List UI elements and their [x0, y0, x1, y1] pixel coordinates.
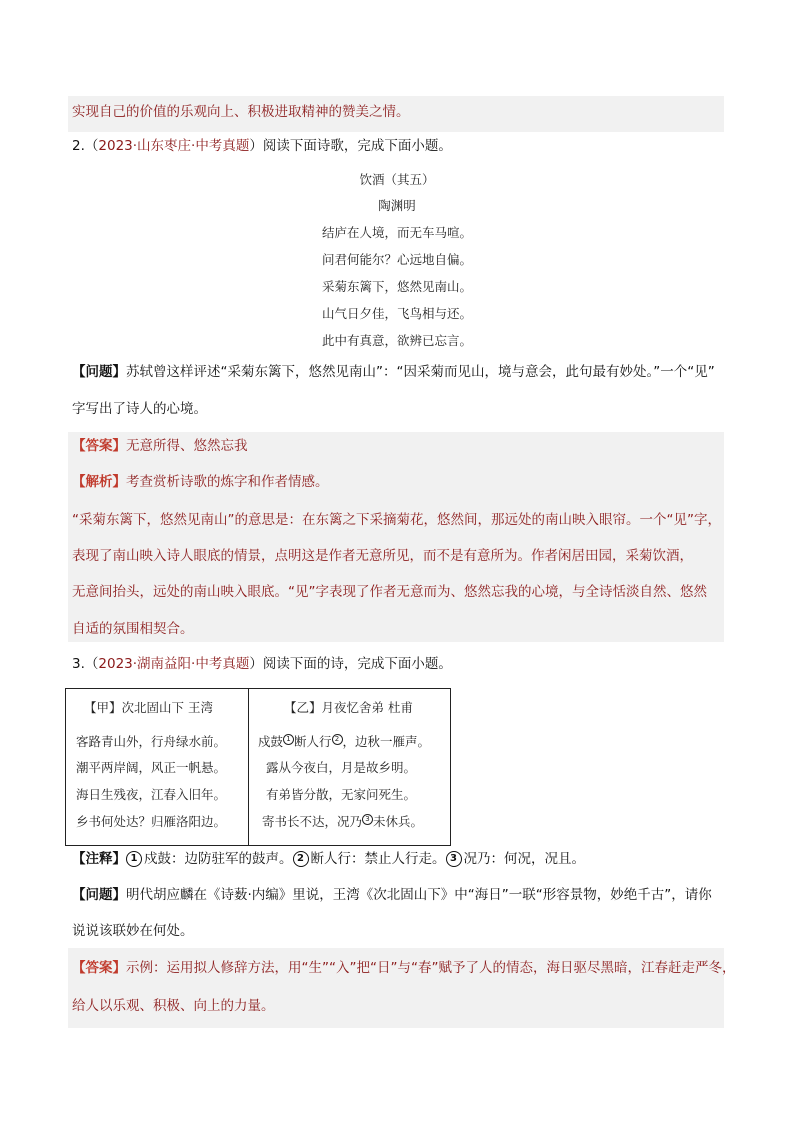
analysis-line: 表现了南山映入诗人眼底的情景，点明这是作者无意所见，而不是有意所为。作者闲居田园，采菊饮酒， — [72, 548, 693, 564]
table-divider — [248, 689, 249, 845]
q3-question: 【问题】明代胡应麟在《诗薮·内编》里说，王湾《次北固山下》中“海日”一联“形容景物，妙绝千古”，请你 — [72, 887, 712, 903]
q3-source: 2023·湖南益阳·中考真题 — [98, 656, 250, 672]
analysis-line: 自适的氛围相契合。 — [72, 621, 194, 637]
analysis-line: “采菊东篱下，悠然见南山”的意思是：在东篱之下采摘菊花，悠然间，那远处的南山映入眼帘。一个“见”字， — [72, 512, 721, 528]
question-tag: 【问题】 — [72, 887, 126, 903]
poem-a-line: 潮平两岸阔，风正一帆悬。 — [76, 760, 227, 775]
note-tag: 【注释】 — [72, 851, 126, 867]
poem-a-title: 【甲】次北固山下 王湾 — [84, 700, 213, 715]
poem-line: 问君何能尔？心远地自偏。 — [321, 252, 472, 267]
poem-b-line: 露从今夜白，月是故乡明。 — [266, 760, 417, 775]
analysis-line: 无意间抬头，远处的南山映入眼底。“见”字表现了作者无意而为、悠然忘我的心境，与全诗恬淡自然、悠然 — [72, 584, 707, 600]
poem-line: 结庐在人境，而无车马喧。 — [321, 225, 472, 240]
poem-line: 采菊东篱下，悠然见南山。 — [321, 279, 472, 294]
q2-answer: 【答案】无意所得、悠然忘我 — [72, 438, 248, 454]
q2-question: 【问题】苏轼曾这样评述“采菊东篱下，悠然见南山”：“因采菊而见山，境与意会，此句最有妙处。”一个“见” — [72, 364, 715, 380]
analysis-tag: 【解析】 — [72, 474, 126, 490]
poem-line: 山气日夕佳，飞鸟相与还。 — [321, 306, 472, 321]
q2-prompt: 阅读下面诗歌，完成下面小题。 — [262, 138, 452, 154]
q3-header: 3.（2023·湖南益阳·中考真题）阅读下面的诗，完成下面小题。 — [72, 656, 452, 672]
footnote-marker: 3 — [362, 814, 373, 825]
answer-highlight-q2 — [68, 432, 724, 642]
footnote-marker: 3 — [446, 851, 462, 867]
poem-a-line: 海日生残夜，江春入旧年。 — [76, 787, 227, 802]
q2-source: 2023·山东枣庄·中考真题 — [98, 138, 250, 154]
answer-tag: 【答案】 — [72, 438, 126, 454]
answer-tag: 【答案】 — [72, 960, 126, 976]
poem-a-line: 乡书何处达？归雁洛阳边。 — [76, 814, 227, 829]
poem-b-line: 戍鼓 1 断人行 2 ，边秋一雁声。 — [258, 734, 431, 749]
footnote-marker: 2 — [293, 851, 309, 867]
poem-author: 陶渊明 — [378, 198, 416, 213]
question-tag: 【问题】 — [72, 364, 126, 380]
q3-number: 3. — [72, 656, 85, 672]
poem-table — [65, 688, 451, 846]
poem-title: 饮酒（其五） — [359, 172, 435, 187]
q2-analysis: 【解析】考查赏析诗歌的炼字和作者情感。 — [72, 474, 329, 490]
q3-question-cont: 说说该联妙在何处。 — [72, 923, 194, 939]
poem-b-line: 寄书长不达，况乃 3 未休兵。 — [262, 814, 424, 829]
answer-continuation: 实现自己的价值的乐观向上、积极进取精神的赞美之情。 — [72, 104, 410, 120]
poem-b-title: 【乙】月夜忆舍弟 杜甫 — [284, 700, 413, 715]
footnote-marker: 2 — [332, 734, 343, 745]
q2-question-cont: 字写出了诗人的心境。 — [72, 401, 207, 417]
q3-answer: 【答案】示例：运用拟人修辞方法，用“生”“入”把“日”与“春”赋予了人的情态，海日驱尽黑暗，江春赶走严冬， — [72, 960, 736, 976]
poem-b-line: 有弟皆分散，无家问死生。 — [266, 787, 417, 802]
q2-number: 2. — [72, 138, 85, 154]
footnote-marker: 1 — [126, 851, 142, 867]
q2-header: 2.（2023·山东枣庄·中考真题）阅读下面诗歌，完成下面小题。 — [72, 138, 452, 154]
q3-prompt: 阅读下面的诗，完成下面小题。 — [262, 656, 452, 672]
poem-a-line: 客路青山外，行舟绿水前。 — [76, 734, 227, 749]
poem-line: 此中有真意，欲辨已忘言。 — [321, 333, 472, 348]
q3-notes: 【注释】 1 戍鼓：边防驻军的鼓声。 2 断人行：禁止人行走。 3 况乃：何况，况且。 — [72, 851, 585, 867]
footnote-marker: 1 — [283, 734, 294, 745]
q3-answer-cont: 给人以乐观、积极、向上的力量。 — [72, 998, 275, 1014]
